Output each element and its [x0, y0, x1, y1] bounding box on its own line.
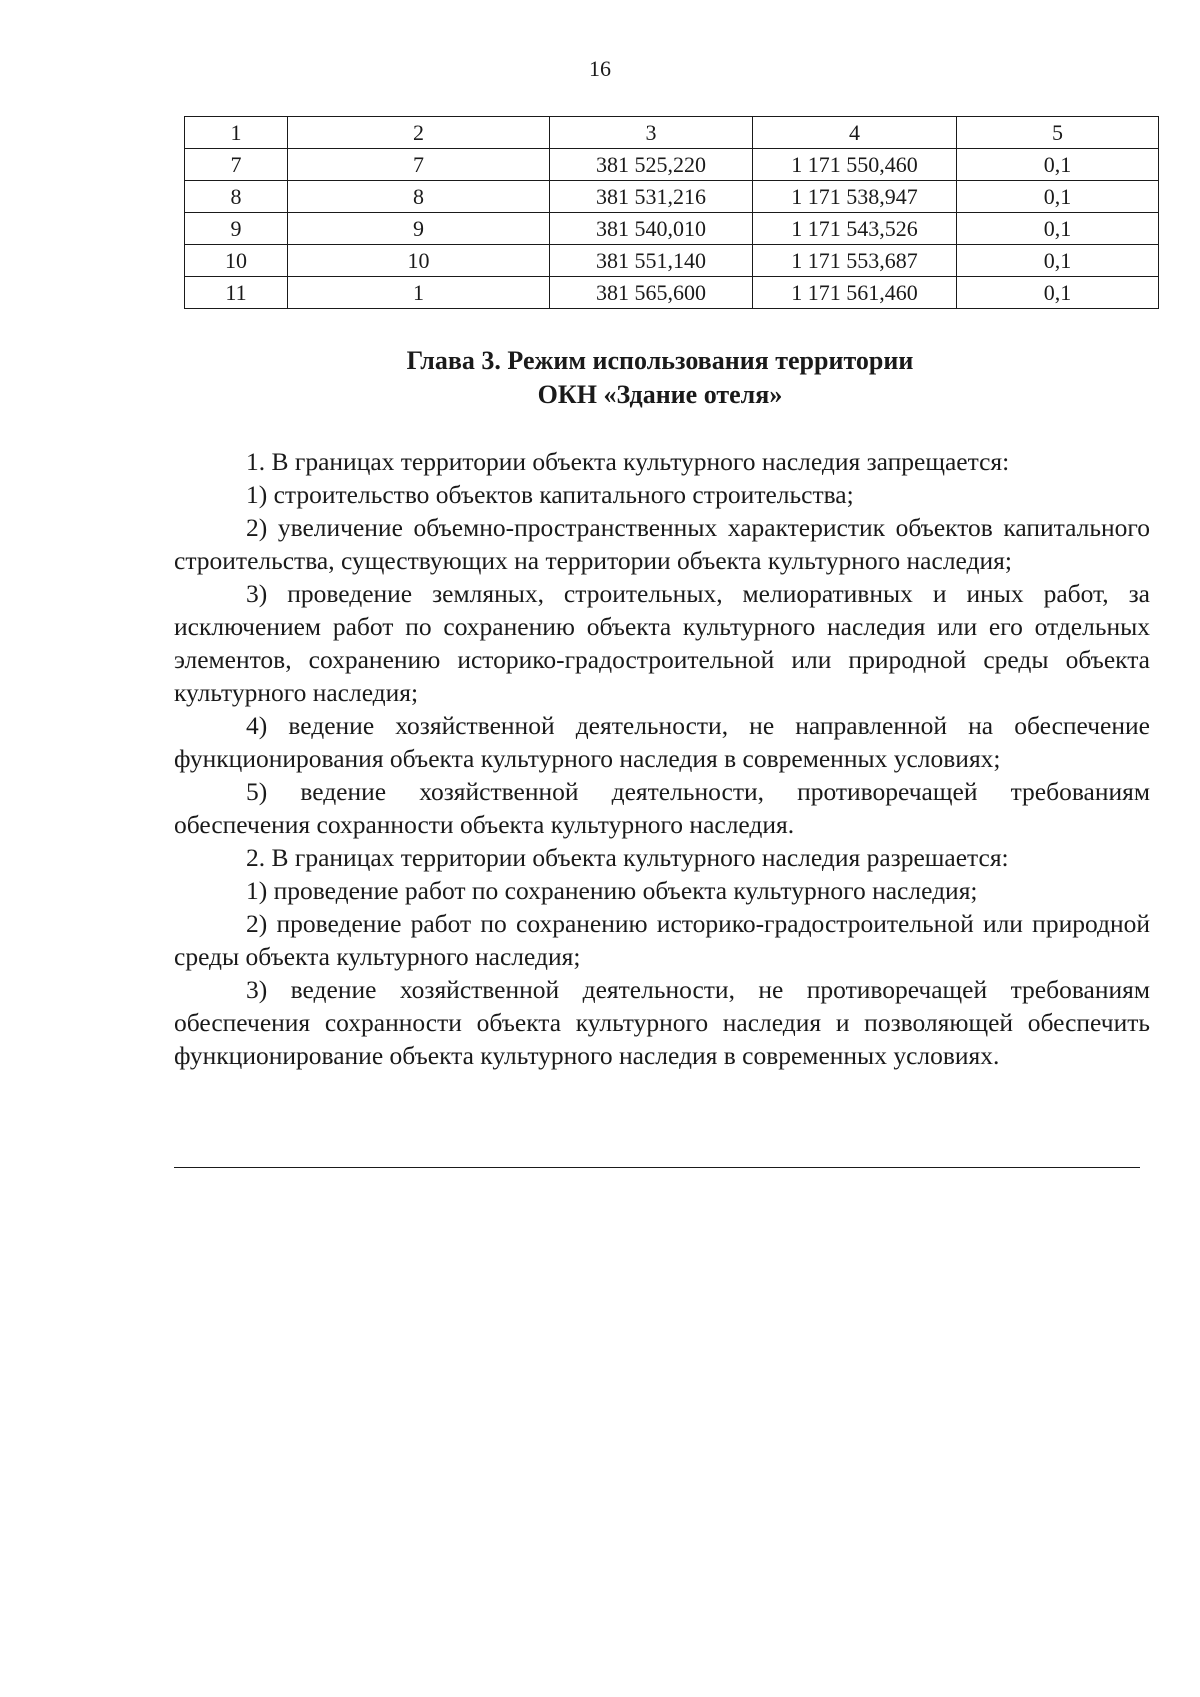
table-cell: 381 525,220 [550, 149, 753, 181]
paragraph-prohibited-1: 1) строительство объектов капитального строительства; [246, 480, 854, 509]
table-cell: 0,1 [957, 181, 1159, 213]
table-header-cell: 1 [185, 117, 288, 149]
chapter-body [174, 445, 1150, 1072]
paragraph-prohibited-2: 2) увеличение объемно-пространственных характеристик объектов капитального строительства, существующих на территории объекта культурного наследия; [174, 513, 1150, 575]
table-header-row [185, 117, 1159, 149]
table-row [185, 149, 1159, 181]
chapter-title-line-2: ОКН «Здание отеля» [537, 380, 783, 409]
table-header-cell: 2 [288, 117, 550, 149]
table-header-cell: 3 [550, 117, 753, 149]
table-cell: 7 [185, 149, 288, 181]
chapter-title [0, 344, 1200, 412]
table-cell: 1 171 550,460 [753, 149, 957, 181]
table-cell: 1 171 543,526 [753, 213, 957, 245]
table-cell: 8 [288, 181, 550, 213]
table-cell: 381 540,010 [550, 213, 753, 245]
coordinates-table [184, 116, 1159, 309]
paragraph-permitted-2: 2) проведение работ по сохранению историко-градостроительной или природной среды объекта культурного наследия; [174, 909, 1150, 971]
table-row [185, 245, 1159, 277]
table-row [185, 277, 1159, 309]
paragraph-permitted-1: 1) проведение работ по сохранению объекта культурного наследия; [246, 876, 978, 905]
paragraph-prohibited-intro: 1. В границах территории объекта культурного наследия запрещается: [246, 447, 1010, 476]
table-cell: 10 [185, 245, 288, 277]
table-cell: 1 171 561,460 [753, 277, 957, 309]
paragraph-prohibited-5: 5) ведение хозяйственной деятельности, противоречащей требованиям обеспечения сохранности объекта культурного наследия. [174, 777, 1150, 839]
paragraph-permitted-3: 3) ведение хозяйственной деятельности, не противоречащей требованиям обеспечения сохранности объекта культурного наследия и позволяющей обеспечить функционирование объекта культурного наследия в современных условиях. [174, 975, 1150, 1070]
table-cell: 0,1 [957, 149, 1159, 181]
table-header-cell: 5 [957, 117, 1159, 149]
page-number: 16 [589, 56, 611, 81]
table-cell: 9 [185, 213, 288, 245]
table-cell: 0,1 [957, 277, 1159, 309]
table-row [185, 213, 1159, 245]
table-header-cell: 4 [753, 117, 957, 149]
table-cell: 1 [288, 277, 550, 309]
table-cell: 10 [288, 245, 550, 277]
table-cell: 7 [288, 149, 550, 181]
table-cell: 1 171 538,947 [753, 181, 957, 213]
table-cell: 1 171 553,687 [753, 245, 957, 277]
table-cell: 8 [185, 181, 288, 213]
table-cell: 0,1 [957, 213, 1159, 245]
paragraph-permitted-intro: 2. В границах территории объекта культурного наследия разрешается: [246, 843, 1009, 872]
table-cell: 381 565,600 [550, 277, 753, 309]
table-cell: 0,1 [957, 245, 1159, 277]
paragraph-prohibited-3: 3) проведение земляных, строительных, мелиоративных и иных работ, за исключением работ по сохранению объекта культурного наследия или его отдельных элементов, сохранению историко-градостроительной или природной среды объекта культурного наследия; [174, 579, 1150, 707]
paragraph-prohibited-4: 4) ведение хозяйственной деятельности, не направленной на обеспечение функционирования объекта культурного наследия в современных условиях; [174, 711, 1150, 773]
table-cell: 9 [288, 213, 550, 245]
table-row [185, 181, 1159, 213]
chapter-title-line-1: Глава 3. Режим использования территории [406, 346, 914, 375]
end-rule [174, 1167, 1140, 1168]
table-cell: 381 551,140 [550, 245, 753, 277]
table-cell: 11 [185, 277, 288, 309]
table-cell: 381 531,216 [550, 181, 753, 213]
